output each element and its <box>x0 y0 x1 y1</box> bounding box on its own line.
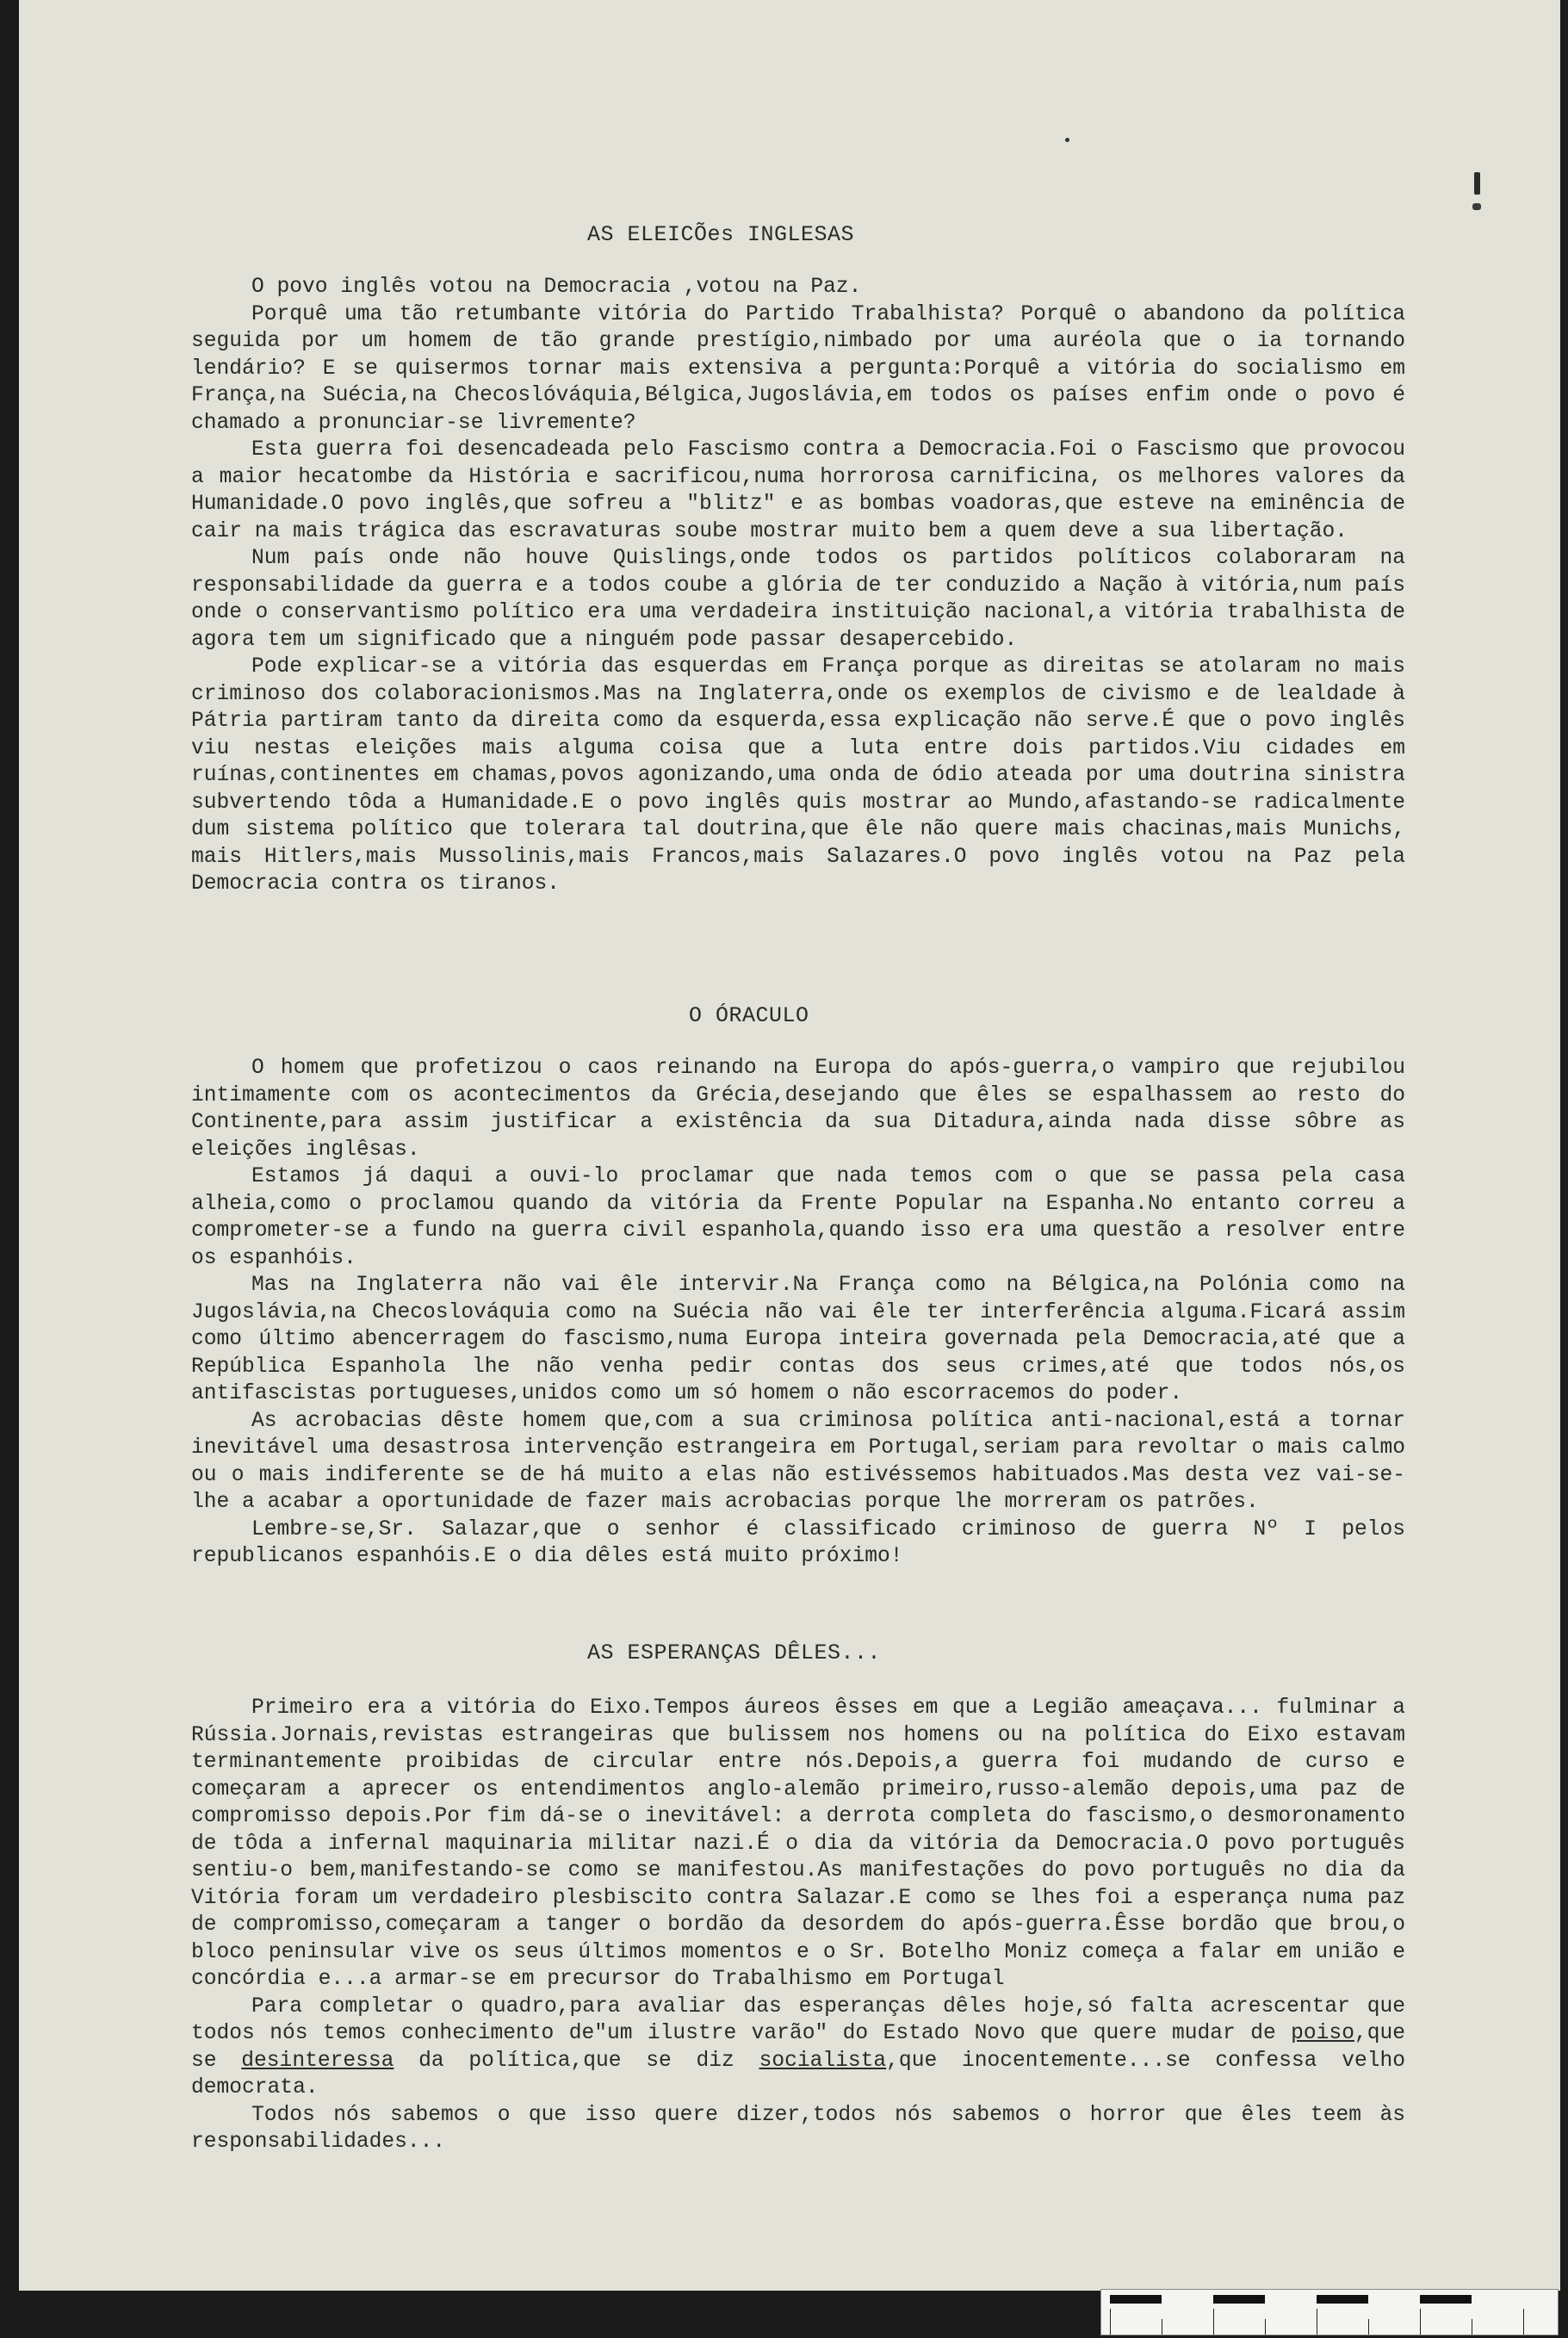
paragraph: Primeiro era a vitória do Eixo.Tempos áureos êsses em que a Legião ameaçava... fulminar a Rússia.Jornais,revistas estrangeiras que bulissem nos homens ou na política do Eixo estavam terminantemente proibidas de circular entre nós.Depois,a guerra foi mudando de curso e começaram a aprecer os entendimentos anglo-alemão primeiro,russo-alemão depois,uma paz de compromisso depois.Por fim dá-se o inevitável: a derrota completa do fascismo,o desmoronamento de tôda a infernal maquinaria militar nazi.É o dia da vitória da Democracia.O povo português sentiu-o bem,manifestando-se como se manifestou.As manifestações do povo português no dia da Vitória foram um verdadeiro plesbiscito contra Salazar.E como se lhes foi a esperança numa paz de compromisso,começaram a tanger o bordão da desordem do após-guerra.Êsse bordão que brou,o bloco peninsular vive os seus últimos momentos e o Sr. Botelho Moniz começa a falar em união e concórdia e...a armar-se em precursor do Trabalhismo em Portugal <box>191 1696 1405 1991</box>
ruler-tick <box>1523 2309 1524 2335</box>
ruler-tick <box>1368 2319 1369 2335</box>
underlined-word: socialista <box>759 2049 887 2073</box>
ruler-tick <box>1265 2319 1266 2335</box>
paragraph: O povo inglês votou na Democracia ,votou na Paz. <box>251 276 862 299</box>
scale-ruler <box>1100 2289 1559 2335</box>
paragraph: Todos nós sabemos o que isso quere dizer,todos nós sabemos o horror que êles teem às responsabilidades... <box>191 2103 1405 2154</box>
section-title-eleicoes: AS ELEICÕes INGLESAS <box>587 222 855 247</box>
ruler-tick <box>1420 2309 1421 2335</box>
paragraph: Estamos já daqui a ouvi-lo proclamar que nada temos com o que se passa pela casa alheia,como o proclamou quando da vitória da Frente Popular na Espanha.No entanto correu a comprometer-se a fundo na guerra civil espanhola,quando isso era uma questão a resolver entre os espanhóis. <box>191 1165 1405 1270</box>
underlined-word: desinteressa <box>241 2049 394 2073</box>
section-body-oraculo <box>191 1055 1405 1571</box>
ruler-segment <box>1317 2295 1368 2304</box>
text-run: ,que inocentemente...se confessa velho democrata. <box>191 2049 1405 2099</box>
staple-mark-bottom <box>1472 203 1481 210</box>
ruler-tick <box>1213 2309 1214 2335</box>
section-title-esperancas: AS ESPERANÇAS DÊLES... <box>587 1640 882 1665</box>
text-run: da política,que se diz <box>394 2049 759 2073</box>
paragraph: Pode explicar-se a vitória das esquerdas em França porque as direitas se atolaram no mais criminoso dos colaboracionismos.Mas na Inglaterra,onde os exemplos de civismo e de lealdade à Pátria partiram tanto da direita como da esquerda,essa explicação não serve.É que o povo inglês viu nestas eleições mais alguma coisa que a luta entre dois partidos.Viu cidades em ruínas,continentes em chamas,povos agonizando,uma onda de ódio ateada por uma doutrina sinistra subvertendo tôda a Humanidade.E o povo inglês quis mostrar ao Mundo,afastando-se radicalmente dum sistema político que tolerara tal doutrina,que êle não quere mais chacinas,mais Munichs, mais Hitlers,mais Mussolinis,mais Francos,mais Salazares.O povo inglês votou na Paz pela Democracia contra os tiranos. <box>191 655 1405 896</box>
paragraph: Esta guerra foi desencadeada pelo Fascismo contra a Democracia.Foi o Fascismo que provocou a maior hecatombe da História e sacrificou,numa horrorosa carnificina, os melhores valores da Humanidade.O povo inglês,que sofreu a "blitz" e as bombas voadoras,que esteve na eminência de cair na mais trágica das escravaturas soube mostrar muito bem a quem deve a sua libertação. <box>191 438 1405 543</box>
ruler-segment <box>1420 2295 1472 2304</box>
underlined-word: poiso <box>1291 2022 1354 2045</box>
paper-sheet <box>19 0 1560 2291</box>
paragraph: Lembre-se,Sr. Salazar,que o senhor é classificado criminoso de guerra Nº I pelos republicanos espanhóis.E o dia dêles está muito próximo! <box>191 1517 1405 1568</box>
ruler-segment <box>1213 2295 1265 2304</box>
text-run: ,que se <box>191 2022 1405 2073</box>
ruler-tick <box>1110 2309 1111 2335</box>
paragraph: Mas na Inglaterra não vai êle intervir.Na França como na Bélgica,na Polónia como na Jugoslávia,na Checoslováquia como na Suécia não vai êle ter interferência alguma.Ficará assim como último abencerragem do fascismo,numa Europa inteira governada pela Democracia,até que a República Espanhola lhe não venha pedir contas dos seus crimes,até que todos nós,os antifascistas portugueses,unidos como um só homem o não escorracemos do poder. <box>191 1274 1405 1405</box>
paragraph: Porquê uma tão retumbante vitória do Partido Trabalhista? Porquê o abandono da política seguida por um homem de tão grande prestígio,nimbado por uma auréola que o ia tornando lendário? E se quisermos tornar mais extensiva a pergunta:Porquê a vitória do socialismo em França,na Suécia,na Checoslóváquia,Bélgica,Jugoslávia,em todos os países enfim onde o povo é chamado a pronunciar-se livremente? <box>191 302 1405 435</box>
text-run: Para completar o quadro,para avaliar das esperanças dêles hoje,só falta acrescentar que todos nós temos conhecimento de"um ilustre varão" do Estado Novo que quere mudar de <box>191 1994 1405 2045</box>
section-body-esperancas <box>191 1695 1405 2156</box>
ruler-segment <box>1110 2295 1162 2304</box>
paragraph: As acrobacias dêste homem que,com a sua criminosa política anti-nacional,está a tornar inevitável uma desastrosa intervenção estrangeira em Portugal,seriam para revoltar o mais calmo ou o mais indiferente se de há muito a elas não estivéssemos habituados.Mas desta vez vai-se-lhe a acabar a oportunidade de fazer mais acrobacias porque lhe morreram os patrões. <box>191 1409 1405 1514</box>
paragraph: Num país onde não houve Quislings,onde todos os partidos políticos colaboraram na responsabilidade da guerra e a todos coube a glória de ter conduzido a Nação à vitória,num país onde o conservantismo político era uma verdadeira instituição nacional,a vitória trabalhista de agora tem um significado que a ninguém pode passar desapercebido. <box>191 547 1405 652</box>
ink-dot <box>1065 138 1069 142</box>
section-title-oraculo: O ÓRACULO <box>689 1003 809 1028</box>
staple-mark-top <box>1474 172 1480 195</box>
paragraph: O homem que profetizou o caos reinando na Europa do após-guerra,o vampiro que rejubilou intimamente com os acontecimentos da Grécia,desejando que êles se espalhassem ao resto do Continente,para assim justificar a existência da sua Ditadura,ainda nada disse sôbre as eleições inglêsas. <box>191 1057 1405 1162</box>
paragraph-with-underlines <box>191 1994 1405 2102</box>
section-body-eleicoes <box>191 274 1405 898</box>
